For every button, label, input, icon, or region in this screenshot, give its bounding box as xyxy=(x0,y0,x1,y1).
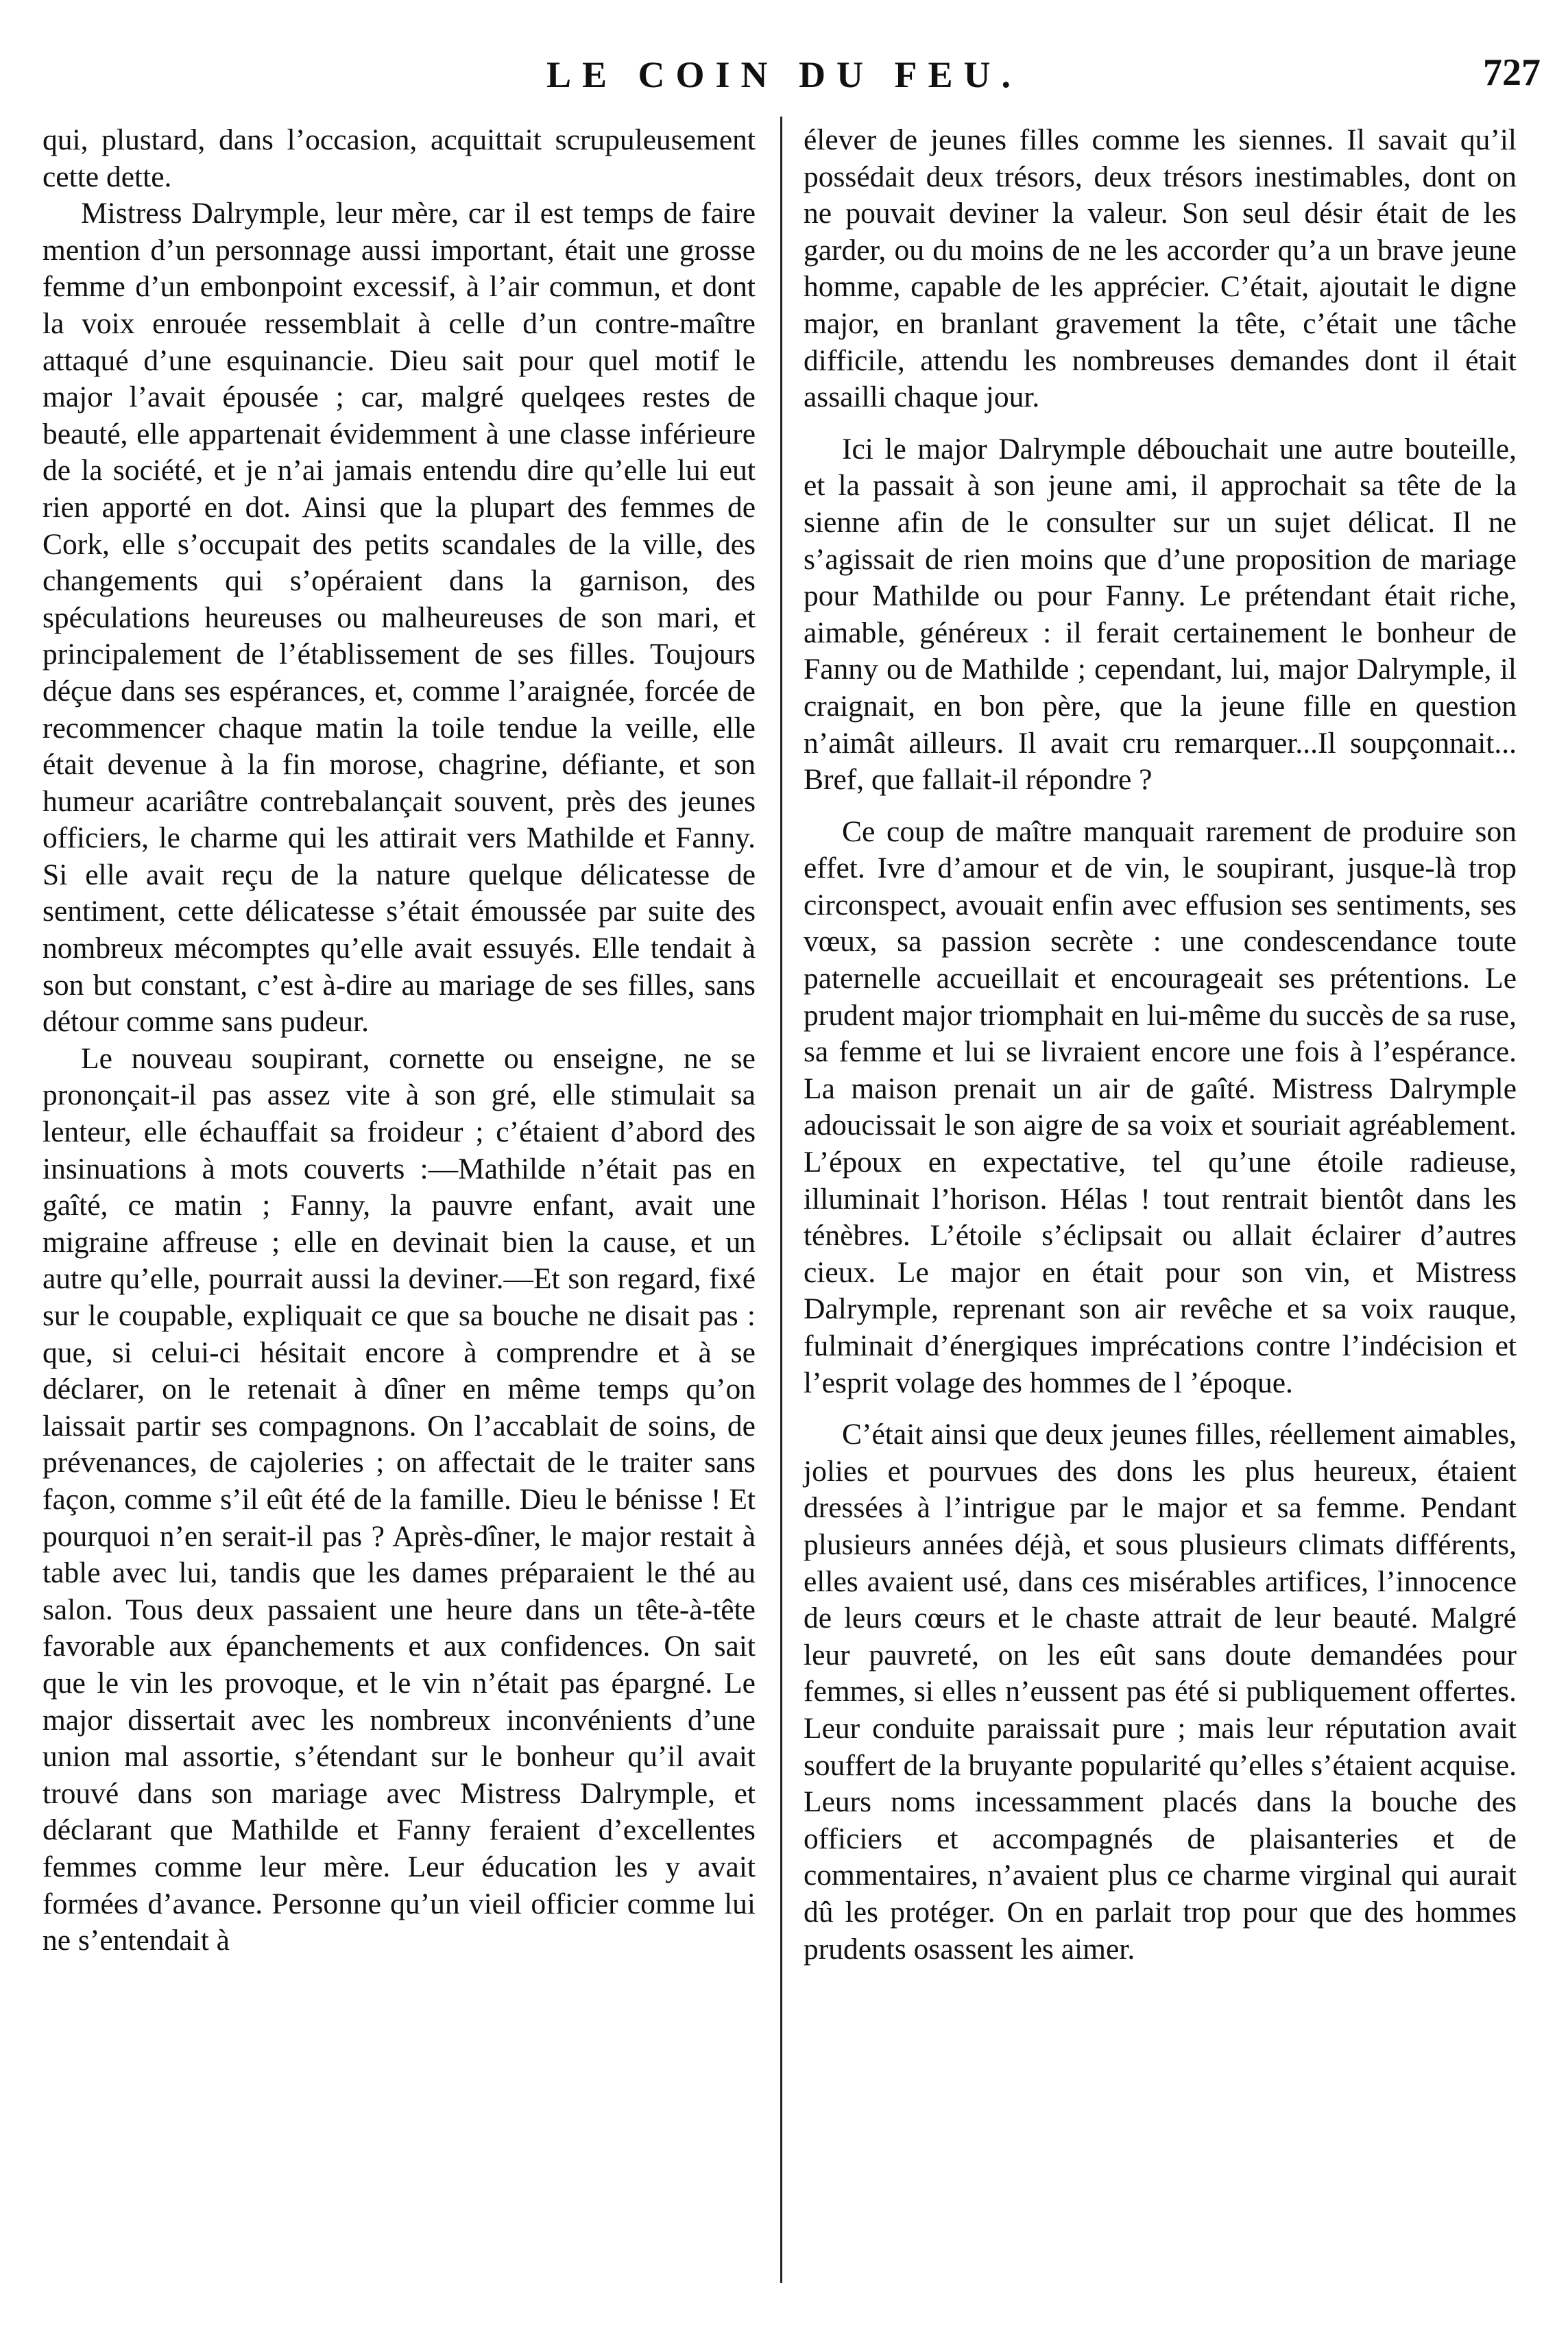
page-header xyxy=(0,40,1568,108)
paragraph: Ici le major Dalrymple débouchait une autre bouteille, et la passait à son jeune ami, il approchait sa tête de la sienne afin de le consulter sur un sujet délicat. Il ne s’agissait de rien moins que d’une proposition de mariage pour Mathilde ou pour Fanny. Le prétendant était riche, aimable, généreux : il ferait certainement le bonheur de Fanny ou de Mathilde ; cependant, lui, major Dalrymple, il craignait, en bon père, que la jeune fille en question n’aimât ailleurs. Il avait cru remarquer...Il soupçonnait... Bref, que fallait-il répondre ? xyxy=(804,432,1517,797)
paragraph: Ce coup de maître manquait rarement de produire son effet. Ivre d’amour et de vin, le soupirant, jusque-là trop circonspect, avouait enfin avec effusion ses sentiments, ses vœux, sa passion secrète : une condescendance toute paternelle accueillait et encourageait ses prétentions. Le prudent major triomphait en lui-même du succès de sa ruse, sa femme et lui se livraient encore une fois à l’espérance. La maison prenait un air de gaîté. Mistress Dalrymple adoucissait le son aigre de sa voix et souriait agréablement. L’époux en expectative, tel qu’une étoile radieuse, illuminait l’horison. Hélas ! tout rentrait bientôt dans les ténèbres. L’étoile s’éclipsait ou allait éclairer d’autres cieux. Le major en était pour son vin, et Mistress Dalrymple, reprenant son air revêche et sa voix rauque, fulminait d’énergiques imprécations contre l’indécision et l’esprit volage des hommes de l ’époque. xyxy=(804,814,1517,1399)
running-title: LE COIN DU FEU. xyxy=(546,54,1022,95)
left-column xyxy=(43,122,756,1959)
paragraph: élever de jeunes filles comme les siennes. Il savait qu’il possédait deux trésors, deux trésors inestimables, dont on ne pouvait deviner la valeur. Son seul désir était de les garder, ou du moins de ne les accorder qu’a un brave jeune homme, capable de les apprécier. C’était, ajoutait le digne major, en branlant gravement la tête, c’était une tâche difficile, attendu les nombreuses demandes dont il était assailli chaque jour. xyxy=(804,123,1517,414)
paragraph: C’était ainsi que deux jeunes filles, réellement aimables, jolies et pourvues des dons les plus heureux, étaient dressées à l’intrigue par le major et sa femme. Pendant plusieurs années déjà, et sous plusieurs climats différents, elles avaient usé, dans ces misérables artifices, l’innocence de leurs cœurs et le chaste attrait de leur beauté. Malgré leur pauvreté, on les eût sans doute demandées pour femmes, si elles n’eussent pas été si publiquement offertes. Leur conduite paraissait pure ; mais leur réputation avait souffert de la bruyante popularité qu’elles s’étaient acquise. Leurs noms incessamment placés dans la bouche des officiers et accompagnés de plaisanteries et de commentaires, n’avaient plus ce charme virginal qui aurait dû les protéger. On en parlait trop pour que des hommes prudents osassent les aimer. xyxy=(804,1418,1517,1966)
column-divider xyxy=(780,117,782,2283)
paragraph: Le nouveau soupirant, cornette ou enseigne, ne se prononçait-il pas assez vite à son gré, elle stimulait sa lenteur, elle échauffait sa froideur ; c’étaient d’abord des insinuations à mots couverts :—Mathilde n’était pas en gaîté, ce matin ; Fanny, la pauvre enfant, avait une migraine affreuse ; elle en devinait bien la cause, et un autre qu’elle, pourrait aussi la deviner.—Et son regard, fixé sur le coupable, expliquait ce que sa bouche ne disait pas : que, si celui-ci hésitait encore à comprendre et à se déclarer, on le retenait à dîner en même temps qu’on laissait partir ses compagnons. On l’accablait de soins, de prévenances, de cajoleries ; on affectait de le traiter sans façon, comme s’il eût été de la famille. Dieu le bénisse ! Et pourquoi n’en serait-il pas ? Après-dîner, le major restait à table avec lui, tandis que les dames préparaient le thé au salon. Tous deux passaient une heure dans un tête-à-tête favorable aux épanchements et aux confidences. On sait que le vin les provoque, et le vin n’était pas épargné. Le major dissertait avec les nombreux inconvénients d’une union mal assortie, s’étendant sur le bonheur qu’il avait trouvé dans son mariage avec Mistress Dalrymple, et déclarant que Mathilde et Fanny feraient d’excellentes femmes comme leur mère. Leur éducation les y avait formées d’avance. Personne qu’un vieil officier comme lui ne s’entendait à xyxy=(43,1041,756,1957)
paragraph: Mistress Dalrymple, leur mère, car il est temps de faire mention d’un personnage aussi important, était une grosse femme d’un embonpoint excessif, à l’air commun, et dont la voix enrouée ressemblait à celle d’un contre-maître attaqué d’une esquinancie. Dieu sait pour quel motif le major l’avait épousée ; car, malgré quelqees restes de beauté, elle appartenait évidemment à une classe inférieure de la société, et je n’ai jamais entendu dire qu’elle lui eut rien apporté en dot. Ainsi que la plupart des femmes de Cork, elle s’occupait des petits scandales de la ville, des changements qui s’opéraient dans la garnison, des spéculations heureuses ou malheureuses de son mari, et principalement de l’établissement de ses filles. Toujours déçue dans ses espérances, et, comme l’araignée, forcée de recommencer chaque matin la toile tendue la veille, elle était devenue à la fin morose, chagrine, défiante, et son humeur acariâtre contrebalançait souvent, près des jeunes officiers, le charme qui les attirait vers Mathilde et Fanny. Si elle avait reçu de la nature quelque délicatesse de sentiment, cette délicatesse s’était émoussée par suite des nombreux mécomptes qu’elle avait essuyés. Elle tendait à son but constant, c’est à-dire au mariage de ses filles, sans détour comme sans pudeur. xyxy=(43,197,756,1039)
paragraph: qui, plustard, dans l’occasion, acquittait scrupuleusement cette dette. xyxy=(43,123,756,193)
page-number: 727 xyxy=(1483,51,1541,94)
right-column xyxy=(804,122,1517,1968)
